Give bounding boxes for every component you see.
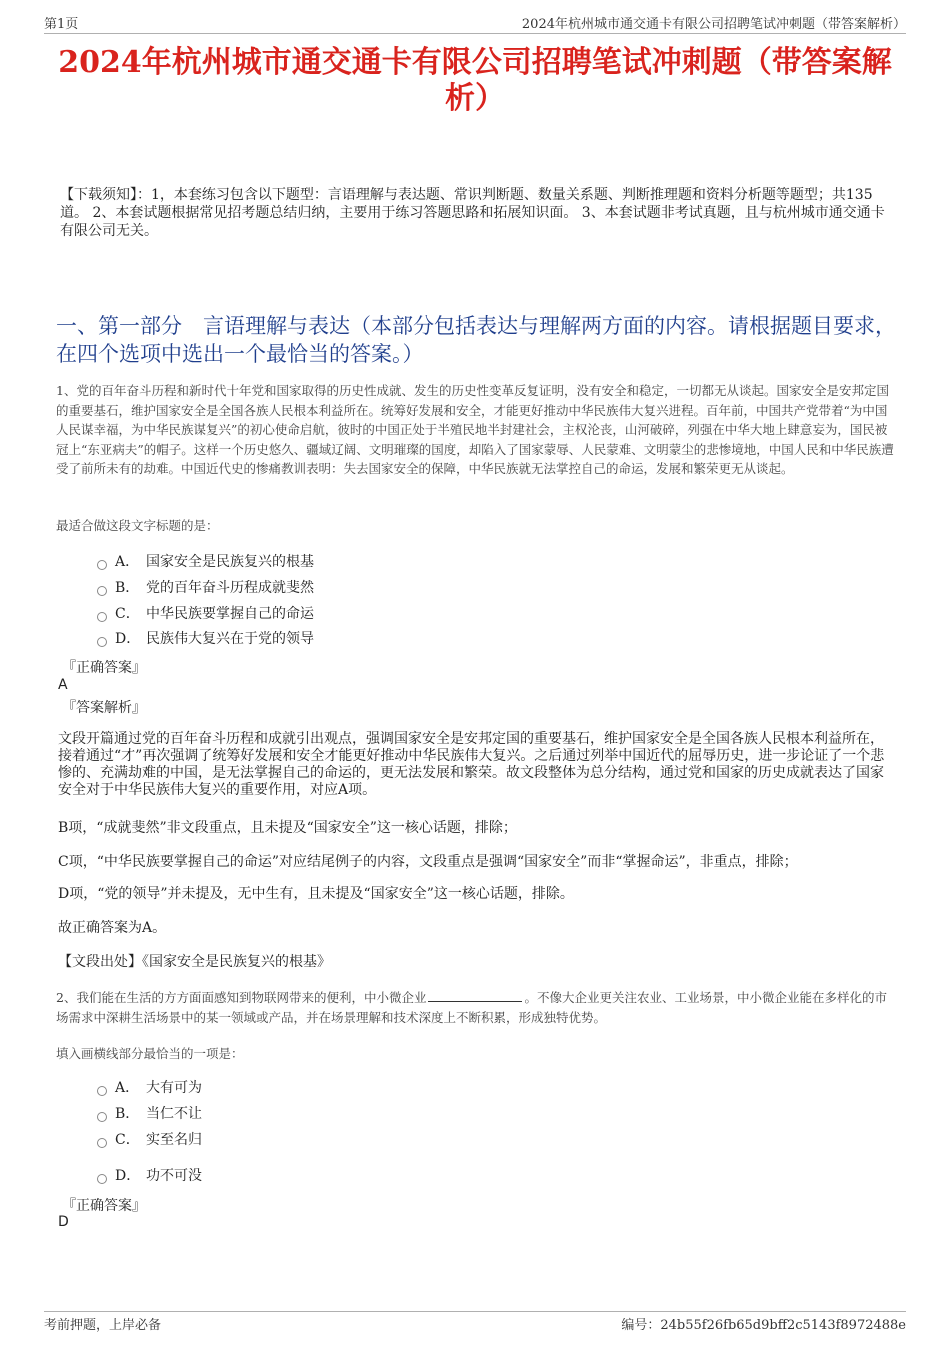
question-1-option-c[interactable] xyxy=(97,605,314,623)
radio-button-icon[interactable] xyxy=(97,1112,107,1122)
option-letter: B． xyxy=(115,1106,140,1122)
answer-label: 『正确答案』 xyxy=(62,660,146,676)
option-text: 大有可为 xyxy=(146,1080,202,1096)
radio-button-icon[interactable] xyxy=(97,586,107,596)
option-text: 实至名归 xyxy=(146,1132,202,1148)
option-text: 民族伟大复兴在于党的领导 xyxy=(146,631,314,647)
running-header-title: 2024年杭州城市通交通卡有限公司招聘笔试冲刺题（带答案解析） xyxy=(521,17,906,32)
question-2-text xyxy=(56,988,896,1027)
question-2-text-after: 。不像大企业更关注农业、工业场景，中小微企业能在多样化的市场需求中深耕生活场景中的某一领域或产品，并在场景理解和技术深度上不断积累，形成独特优势。 xyxy=(56,990,887,1025)
question-2-prompt: 填入画横线部分最恰当的一项是： xyxy=(56,1046,244,1061)
question-1-option-d[interactable] xyxy=(97,630,314,648)
analysis-option-d: D项，“党的领导”并未提及，无中生有，且未提及“国家安全”这一核心话题，排除。 xyxy=(58,886,574,902)
radio-button-icon[interactable] xyxy=(97,560,107,570)
option-text: 功不可没 xyxy=(146,1168,202,1184)
option-letter: C． xyxy=(115,1132,140,1148)
analysis-conclusion: 故正确答案为A。 xyxy=(58,920,167,936)
radio-button-icon[interactable] xyxy=(97,1138,107,1148)
question-1-option-a[interactable] xyxy=(97,553,314,571)
radio-button-icon[interactable] xyxy=(97,612,107,622)
download-notice: 【下载须知】：1，本套练习包含以下题型：言语理解与表达题、常识判断题、数量关系题、判断推理题和资料分析题等题型；共135道。 2、本套试题根据常见招考题总结归纳，主要用于练习答题思路和拓展知识面。 3、本套试题非考试真题，且与杭州城市通交通卡有限公司无关。 xyxy=(60,187,885,239)
option-letter: D． xyxy=(115,1168,141,1184)
document-id: 编号：24b55f26fb65d9bff2c5143f8972488e xyxy=(621,1318,906,1333)
answer-label: 『正确答案』 xyxy=(62,1198,146,1214)
question-2-option-b[interactable] xyxy=(97,1105,202,1123)
document-title: 2024年杭州城市通交通卡有限公司招聘笔试冲刺题（带答案解析） xyxy=(58,45,892,116)
analysis-label: 『答案解析』 xyxy=(62,700,146,716)
question-2-option-d[interactable] xyxy=(97,1167,202,1185)
option-letter: D． xyxy=(115,631,141,647)
page-number: 第1页 xyxy=(44,17,79,32)
question-2-text-before: 2、我们能在生活的方方面面感知到物联网带来的便利，中小微企业 xyxy=(56,990,427,1005)
question-2-option-c[interactable] xyxy=(97,1131,202,1149)
question-1-text: 1、党的百年奋斗历程和新时代十年党和国家取得的历史性成就、发生的历史性变革反复证明，没有安全和稳定，一切都无从谈起。国家安全是安邦定国的重要基石，维护国家安全是全国各族人民根本利益所在。统筹好发展和安全，才能更好推动中华民族伟大复兴进程。百年前，中国共产党带着“为中国人民谋幸福，为中华民族谋复兴”的初心使命启航，彼时的中国正处于半殖民地半封建社会，主权沦丧，山河破碎，列强在中华大地上肆意妄为，国民被冠上“东亚病夫”的帽子。这样一个历史悠久、疆域辽阔、文明璀璨的国度，却陷入了国家蒙辱、人民蒙难、文明蒙尘的悲惨境地，中国人民和中华民族遭受了前所未有的劫难。中国近代史的惨痛教训表明：失去国家安全的保障，中华民族就无法掌控自己的命运，发展和繁荣更无从谈起。 xyxy=(56,383,894,477)
analysis-option-c: C项，“中华民族要掌握自己的命运”对应结尾例子的内容，文段重点是强调“国家安全”而非“掌握命运”，非重点，排除； xyxy=(58,854,798,870)
option-text: 中华民族要掌握自己的命运 xyxy=(146,606,314,622)
radio-button-icon[interactable] xyxy=(97,1086,107,1096)
option-text: 党的百年奋斗历程成就斐然 xyxy=(146,580,314,596)
section-heading: 一、第一部分 言语理解与表达（本部分包括表达与理解两方面的内容。请根据题目要求，在四个选项中选出一个最恰当的答案。） xyxy=(56,314,896,366)
question-1-prompt: 最适合做这段文字标题的是： xyxy=(56,518,219,533)
option-letter: A． xyxy=(115,1080,140,1096)
option-letter: C． xyxy=(115,606,140,622)
analysis-option-b: B项，“成就斐然”非文段重点，且未提及“国家安全”这一核心话题，排除； xyxy=(58,820,517,836)
question-1-option-b[interactable] xyxy=(97,579,314,597)
footer-divider xyxy=(44,1311,906,1312)
radio-button-icon[interactable] xyxy=(97,1174,107,1184)
answer-value: A xyxy=(58,677,68,693)
option-text: 当仁不让 xyxy=(146,1106,202,1122)
analysis-paragraph: 文段开篇通过党的百年奋斗历程和成就引出观点，强调国家安全是安邦定国的重要基石，维护国家安全是全国各族人民根本利益所在，接着通过“才”再次强调了统筹好发展和安全才能更好推动中华民族伟大复兴。之后通过列举中国近代的屈辱历史，进一步论证了一个悲惨的、充满劫难的中国，是无法掌握自己的命运的，更无法发展和繁荣。故文段整体为总分结构，通过党和国家的历史成就表达了国家安全对于中华民族伟大复兴的重要作用，对应A项。 xyxy=(58,731,885,798)
text-source: 【文段出处】《国家安全是民族复兴的根基》 xyxy=(58,954,331,970)
option-letter: A． xyxy=(115,554,140,570)
fill-blank xyxy=(428,989,522,1002)
radio-button-icon[interactable] xyxy=(97,637,107,647)
option-text: 国家安全是民族复兴的根基 xyxy=(146,554,314,570)
answer-value: D xyxy=(58,1214,69,1230)
header-divider xyxy=(44,33,906,34)
option-letter: B． xyxy=(115,580,140,596)
footer-slogan: 考前押题，上岸必备 xyxy=(44,1318,162,1333)
question-2-option-a[interactable] xyxy=(97,1079,202,1097)
